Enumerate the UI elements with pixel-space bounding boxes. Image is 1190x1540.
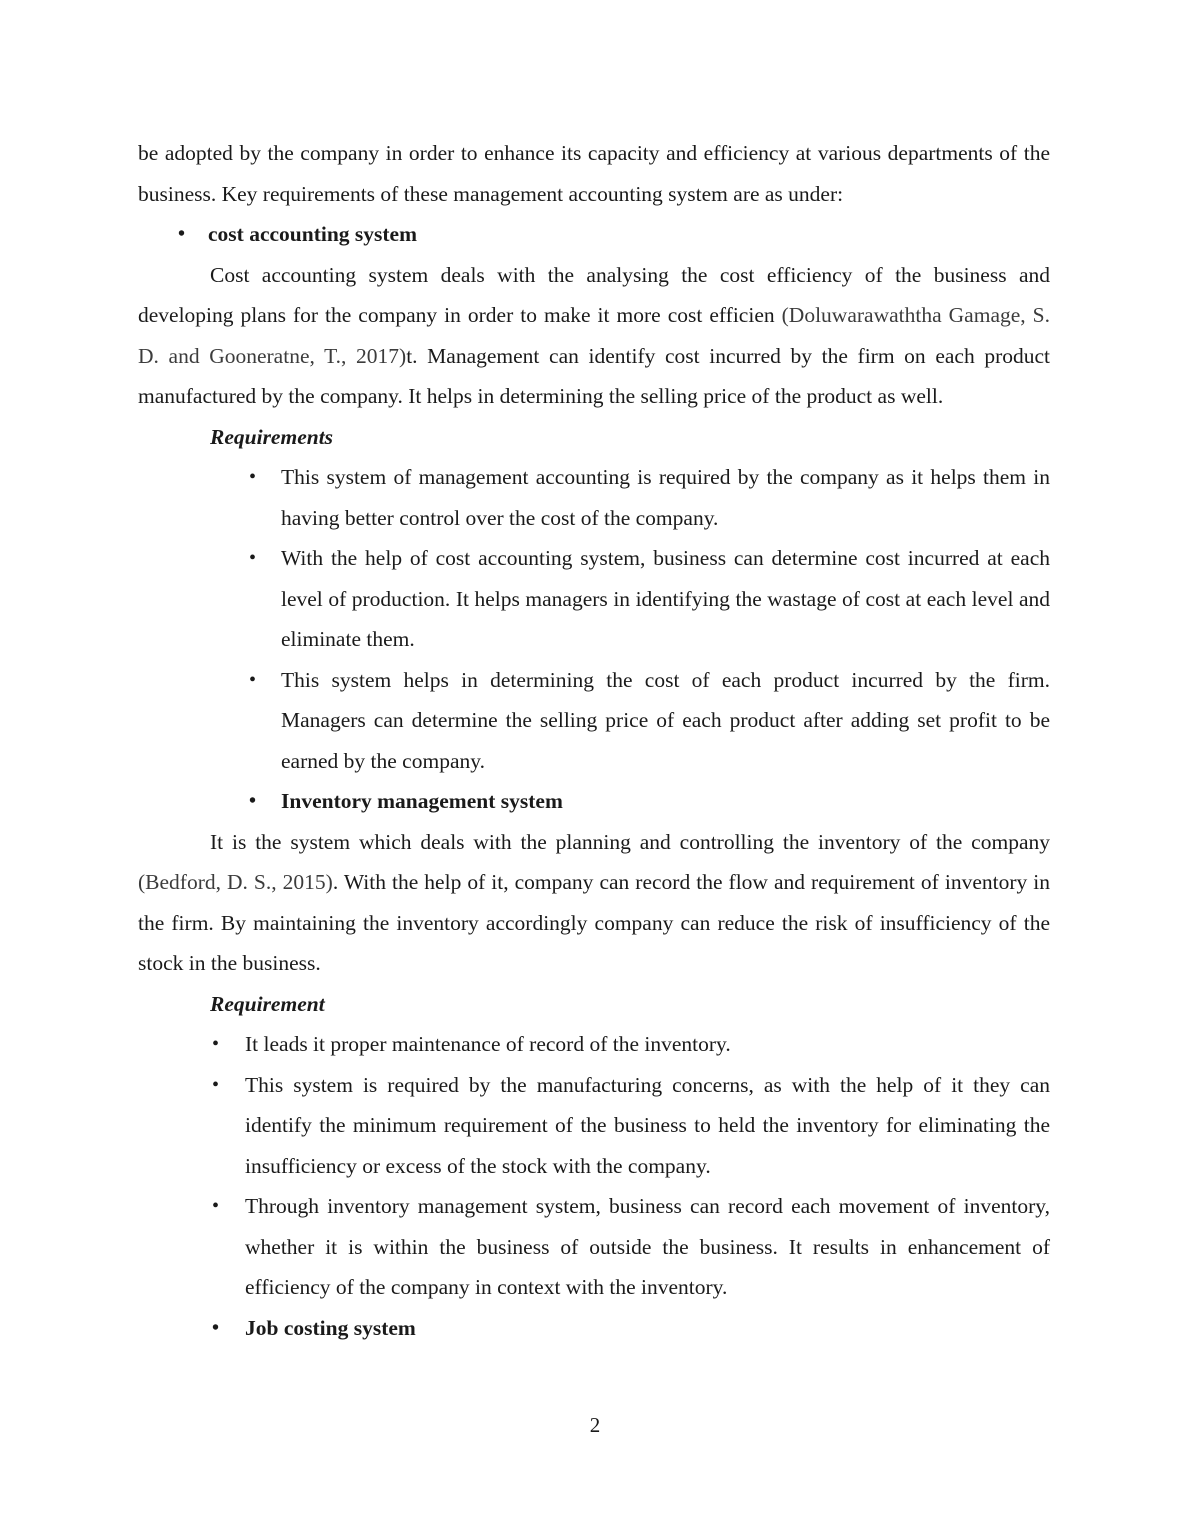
list-item: • This system helps in determining the cost of each product incurred by the firm. Managers can determine the selling price of each product after adding set profit to be earned by the company.: [138, 660, 1050, 782]
section-heading-cost-accounting-system: • cost accounting system: [138, 214, 1050, 255]
section-heading-inventory-management-system: • Inventory management system: [138, 781, 1050, 822]
requirements-list-cost-accounting: [138, 457, 1050, 781]
list-item: • This system is required by the manufacturing concerns, as with the help of it they can identify the minimum requirement of the business to held the inventory for eliminating the insufficiency or excess of the stock with the company.: [138, 1065, 1050, 1187]
citation-doluwarawaththa: (Doluwarawaththa Gamage, S. D. and Gooneratne, T., 2017): [138, 303, 1050, 368]
section-heading-list-cost-accounting: [138, 214, 1050, 255]
section-heading-job-costing-system: • Job costing system: [138, 1308, 1050, 1349]
inventory-text-before-citation: It is the system which deals with the planning and controlling the inventory of the company: [210, 829, 1050, 854]
page-content: [138, 133, 1050, 1348]
cost-accounting-text-after-citation: t. Management can identify cost incurred by the firm on each product manufactured by the company. It helps in determining the selling price of the product as well.: [138, 343, 1050, 408]
inventory-management-paragraph: [138, 822, 1050, 984]
requirement-heading-inventory: Requirement: [210, 991, 325, 1016]
list-item: • With the help of cost accounting system, business can determine cost incurred at each level of production. It helps managers in identifying the wastage of cost at each level and eliminate them.: [138, 538, 1050, 660]
requirements-heading-cost-accounting: Requirements: [210, 424, 334, 449]
inventory-text-after-citation: . With the help of it, company can record the flow and requirement of inventory in the firm. By maintaining the inventory accordingly company can reduce the risk of insufficiency of the stock in the business.: [138, 870, 1051, 975]
list-item: • Through inventory management system, business can record each movement of inventory, whether it is within the business of outside the business. It results in enhancement of efficiency of the company in context with the inventory.: [138, 1186, 1050, 1308]
requirements-list-inventory: [138, 1024, 1050, 1308]
cost-accounting-paragraph: [138, 255, 1050, 417]
intro-paragraph: be adopted by the company in order to enhance its capacity and efficiency at various departments of the business. Key requirements of these management accounting system are as under:: [138, 141, 1050, 206]
cost-accounting-text-before-citation: Cost accounting system deals with the analysing the cost efficiency of the business and developing plans for the company in order to make it more cost efficien: [138, 262, 1050, 327]
section-heading-list-job-costing: [138, 1308, 1050, 1349]
section-heading-list-inventory: [138, 781, 1050, 822]
citation-bedford: (Bedford, D. S., 2015): [138, 870, 333, 894]
page-number: 2: [589, 1413, 601, 1437]
list-item: • It leads it proper maintenance of record of the inventory.: [138, 1024, 1050, 1065]
list-item: • This system of management accounting is required by the company as it helps them in having better control over the cost of the company.: [138, 457, 1050, 538]
